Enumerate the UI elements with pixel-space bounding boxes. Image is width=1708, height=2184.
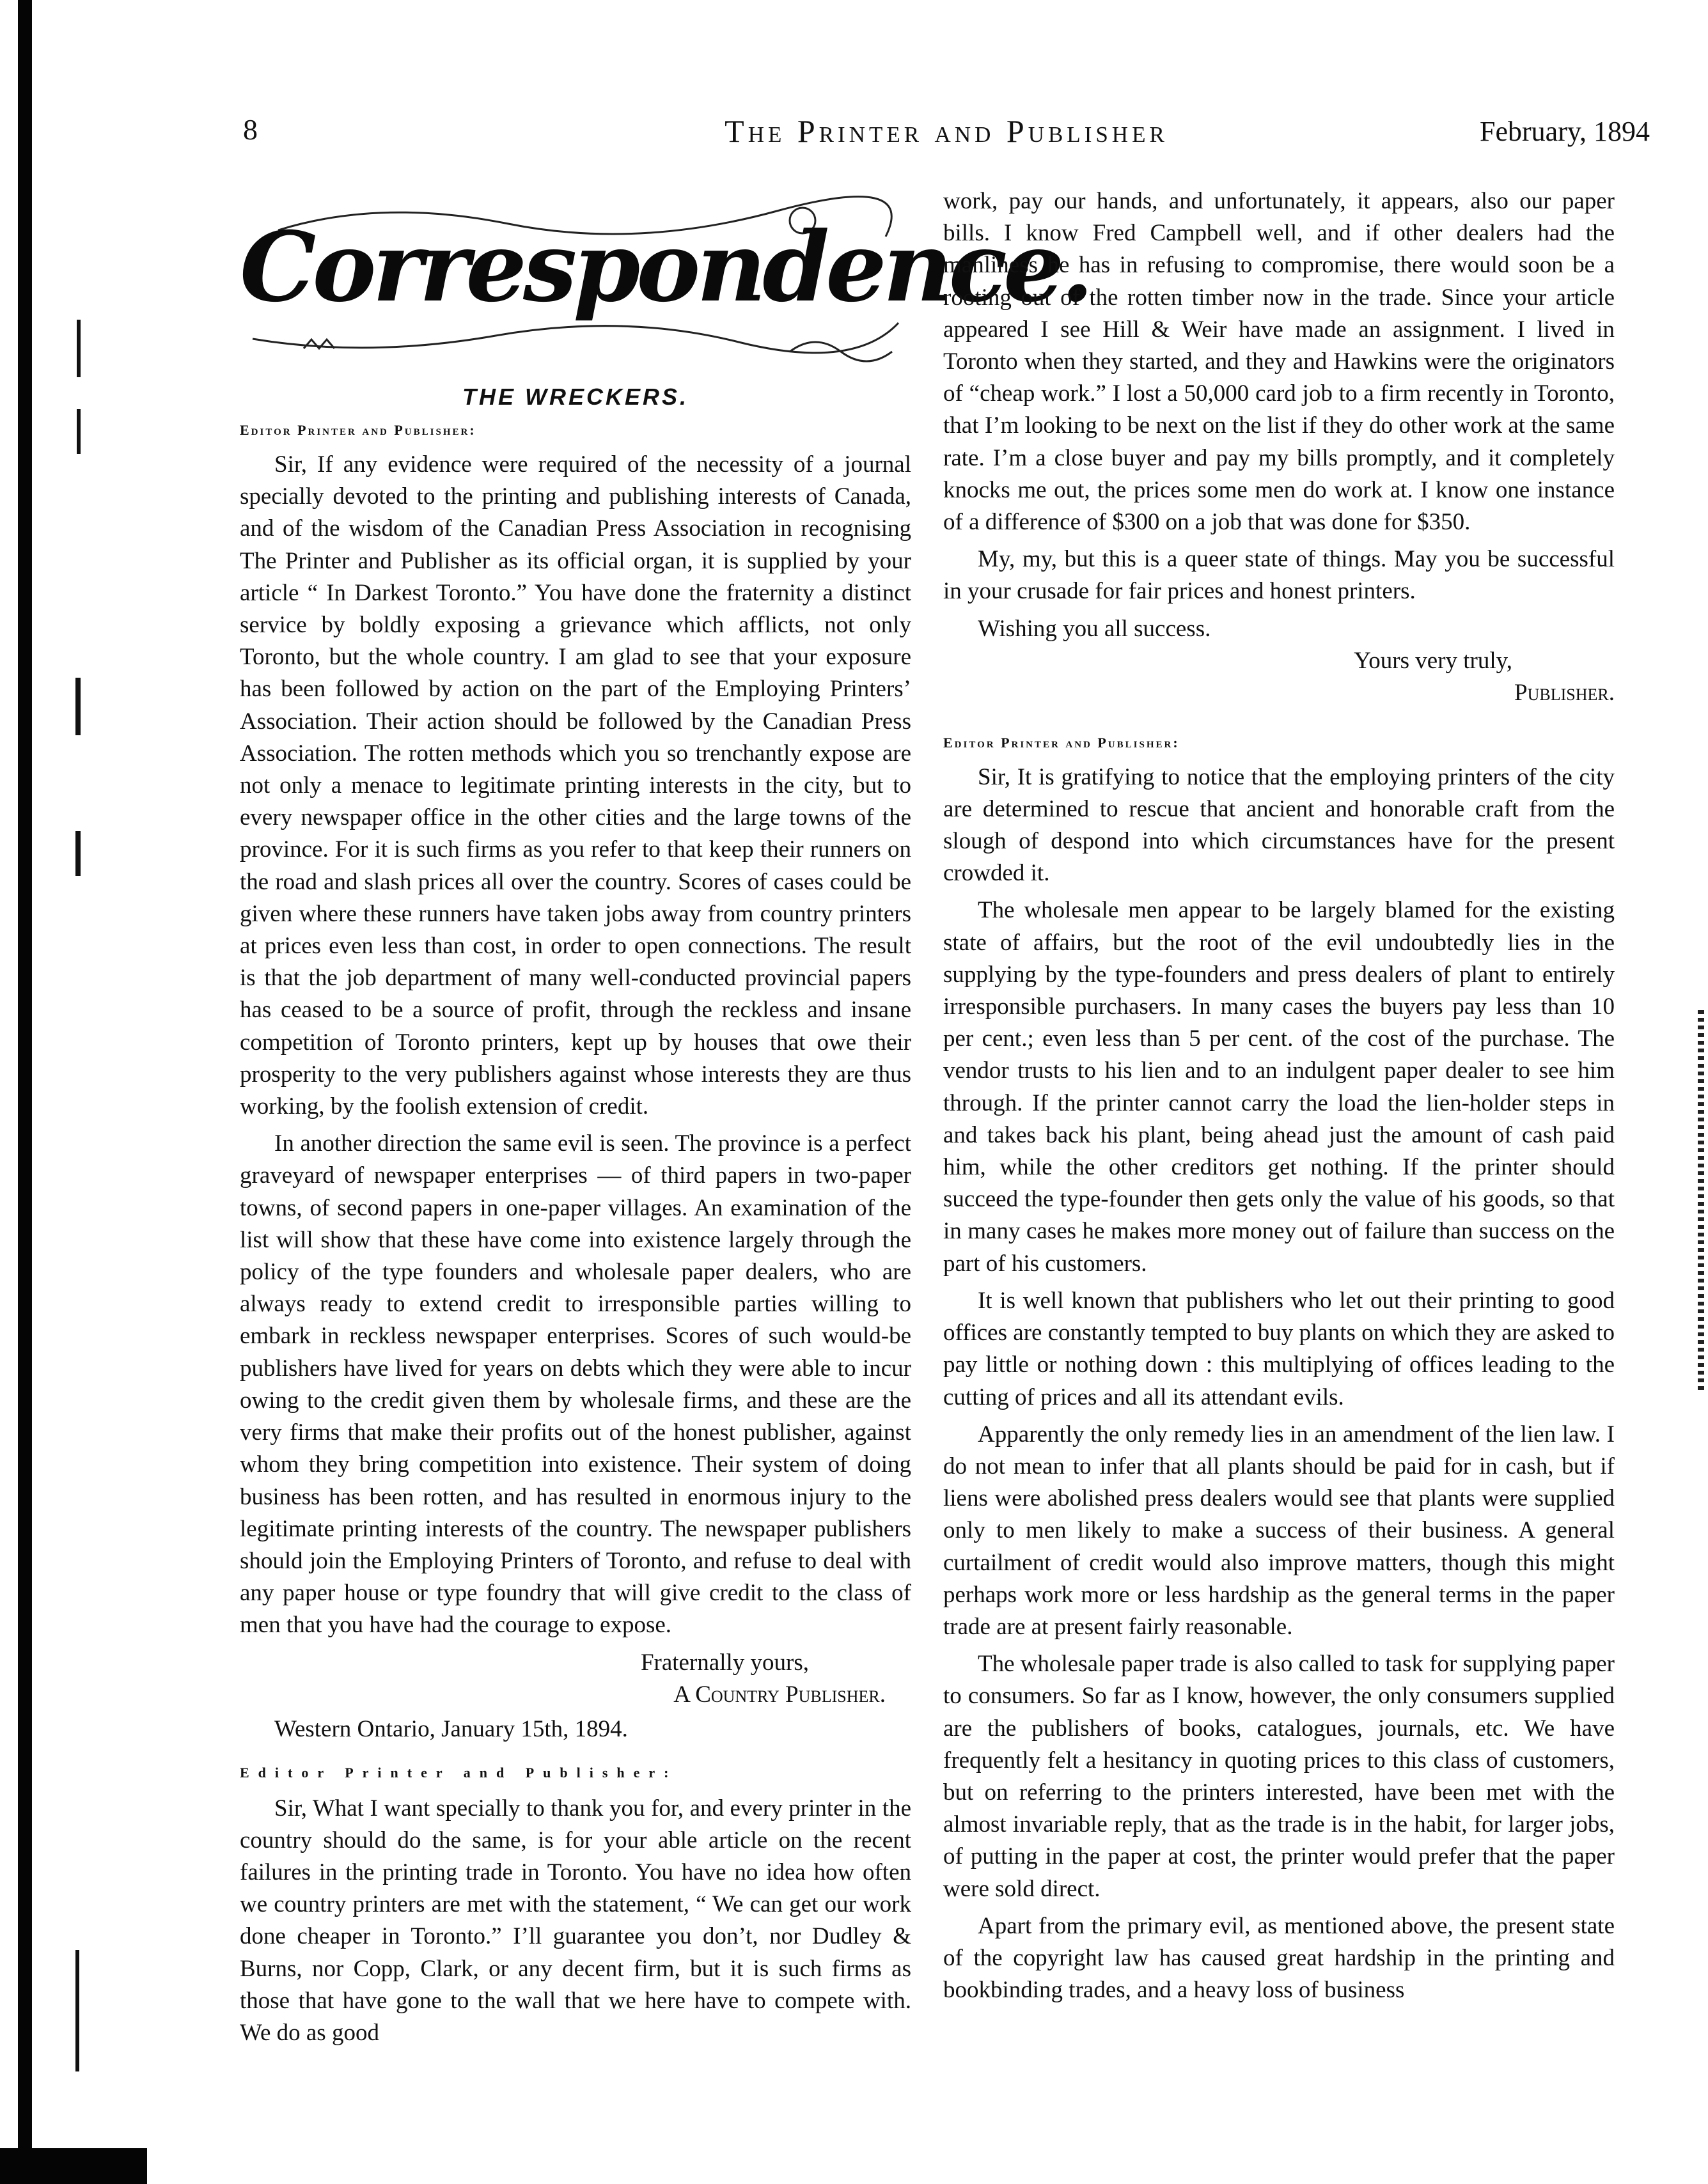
addressee: Editor Printer and Publisher: [240,422,476,438]
scan-edge-bottom [0,2148,147,2184]
addressee: Editor Printer and Publisher: [240,1764,678,1781]
journal-title: The Printer and Publisher [725,113,1168,149]
letter-paragraph: My, my, but this is a queer state of things. May you be successful in your crusade for fair prices and honest printers. [943,546,1615,605]
section-heading: THE WRECKERS. [462,384,689,410]
masthead [240,185,1090,377]
scan-mark [77,409,81,454]
letter-dateline: Western Ontario, January 15th, 1894. [274,1715,628,1742]
letter-paragraph: Sir, What I want specially to thank you for, and every printer in the country should do the same, is for your able article on the recent failures in the printing trade in Toronto. You have no idea how often we country printers are met with the statement, “ We can get our work done cheaper in Toronto.” I’ll guarantee you don’t, nor Dudley & Burns, nor Copp, Clark, or any decent firm, but it is such firms as those that have gone to the wall that we here have to compete with. We do as good [240,1795,911,2046]
addressee: Editor Printer and Publisher: [943,734,1180,751]
page-number: 8 [243,113,258,146]
scan-edge-left [18,0,32,2184]
issue-date: February, 1894 [1480,116,1650,147]
scan-edge-right [1698,1010,1704,1394]
letter-signature: A Country Publisher. [673,1681,886,1708]
masthead-title: Correspondence. [240,211,1090,324]
letter-paragraph: In another direction the same evil is seen. The province is a perfect graveyard of newspaper enterprises — of third papers in two-paper towns, of second papers in one-paper villages. An examination of the list will show that these have come into existence largely through the policy of the type founders and wholesale paper dealers, who are always ready to extend credit to irresponsible parties willing to embark in reckless newspaper enterprises. Scores of such would-be publishers have lived for years on debts which they were able to incur owing to the credit given them by wholesale firms, and these are the very firms that make their profits out of the honest publisher, against whom they bring competition into existence. Their system of doing business has been rotten, and has resulted in enormous injury to the legitimate printing interests of the country. The newspaper publishers should join the Employing Printers of Toronto, and refuse to deal with any paper house or type foundry that will give credit to the class of men that you have had the courage to expose. [240,1130,911,1639]
letter-paragraph: Apart from the primary evil, as mentioned above, the present state of the copyright law has caused great hardship in the printing and bookbinding trades, and a heavy loss of business [943,1912,1615,2004]
left-column [240,185,1090,2054]
letter-paragraph: work, pay our hands, and unfortunately, it appears, also our paper bills. I know Fred Campbell well, and if other dealers had the manliness he has in refusing to compromise, there would soon be a rooting out of the rotten timber now in the trade. Since your article appeared I see Hill & Weir have made an assignment. I lived in Toronto when they started, and they and Hawkins were the originators of “cheap work.” I lost a 50,000 card job to a firm recently in Toronto, that I’m looking to be next on the list if they do other work at the same rate. I’m a close buyer and pay my bills promptly, and it completely knocks me out, the prices some men do work at. I know one instance of a difference of $300 on a job that was done for $350. [943,188,1615,536]
scan-mark [75,831,81,876]
right-column [943,185,1615,2011]
letter-closing: Fraternally yours, [640,1649,809,1676]
letter-paragraph: Apparently the only remedy lies in an amendment of the lien law. I do not mean to infer that all plants should be paid for in cash, but if liens were abolished press dealers would see that plants were supplied only to men likely to make a success of their business. A general curtailment of credit would also improve matters, though this might perhaps work more or less hardship as the general terms in the paper trade are at present fairly reasonable. [943,1421,1615,1640]
letter-paragraph: The wholesale paper trade is also called to task for supplying paper to consumers. So far as I know, however, the only consumers supplied are the publishers of books, catalogues, journals, etc. We have frequently felt a hesitancy in quoting prices to this class of customers, but on referring to the printers interested, have been met with the almost invariable reply, that as the trade is in the habit, for larger jobs, of putting in the paper at cost, the printer would prefer that the paper were sold direct. [943,1651,1615,1902]
letter-paragraph: Sir, If any evidence were required of the necessity of a journal specially devoted to the printing and publishing interests of Canada, and of the wisdom of the Canadian Press Association in recognising The Printer and Publisher as its official organ, it is supplied by your article “ In Darkest Toronto.” You have done the fraternity a distinct service by boldly exposing a grievance which afflicts, not only Toronto, but the whole country. I am glad to see that your exposure has been followed by action on the part of the Employing Printers’ Association. Their action should be followed by the Canadian Press Association. The rotten methods which you so trenchantly expose are not only a menace to legitimate printing interests in the city, but to every newspaper office in the other cities and the large towns of the province. For it is such firms as you refer to that keep their runners on the road and slash prices all over the country. Scores of cases could be given where these runners have taken jobs away from country printers at prices even less than cost, in order to open connections. The result is that the job department of many well-conducted provincial papers has ceased to be a source of profit, through the reckless and insane competition of Toronto printers, kept up by houses that owe their prosperity to the very publishers against whose interests they are thus working, by the foolish extension of credit. [240,451,911,1120]
letter-signature: Publisher. [1514,679,1615,706]
letter-closing: Wishing you all success. [978,615,1211,642]
letter-paragraph: It is well known that publishers who let out their printing to good offices are constantly tempted to buy plants on which they are asked to pay little or nothing down : this multiplying of offices leading to the cutting of prices and all its attendant evils. [943,1287,1615,1410]
scan-mark [75,1950,79,2071]
page-header [243,113,1650,164]
letter-paragraph: The wholesale men appear to be largely blamed for the existing state of affairs, but the root of the evil undoubtedly lies in the supplying by the type-founders and press dealers of plant to entirely irresponsible purchasers. In many cases the buyers pay less than 10 per cent.; even less than 5 per cent. of the cost of the purchase. The vendor trusts to his lien and to an indulgent paper dealer to see him through. If the printer cannot carry the load the lien-holder steps in and takes back his plant, being ahead just the amount of cash paid him, while the other creditors get nothing. If the printer should succeed the type-founder then gets only the value of his goods, so that in many cases he makes more money out of failure than success on the part of his customers. [943,897,1615,1277]
letter-closing: Yours very truly, [1354,647,1512,674]
letter-paragraph: Sir, It is gratifying to notice that the employing printers of the city are determined to rescue that ancient and honorable craft from the slough of despond into which circumstances have for the present crowded it. [943,763,1615,887]
scan-mark [77,320,81,377]
scan-mark [75,678,81,735]
